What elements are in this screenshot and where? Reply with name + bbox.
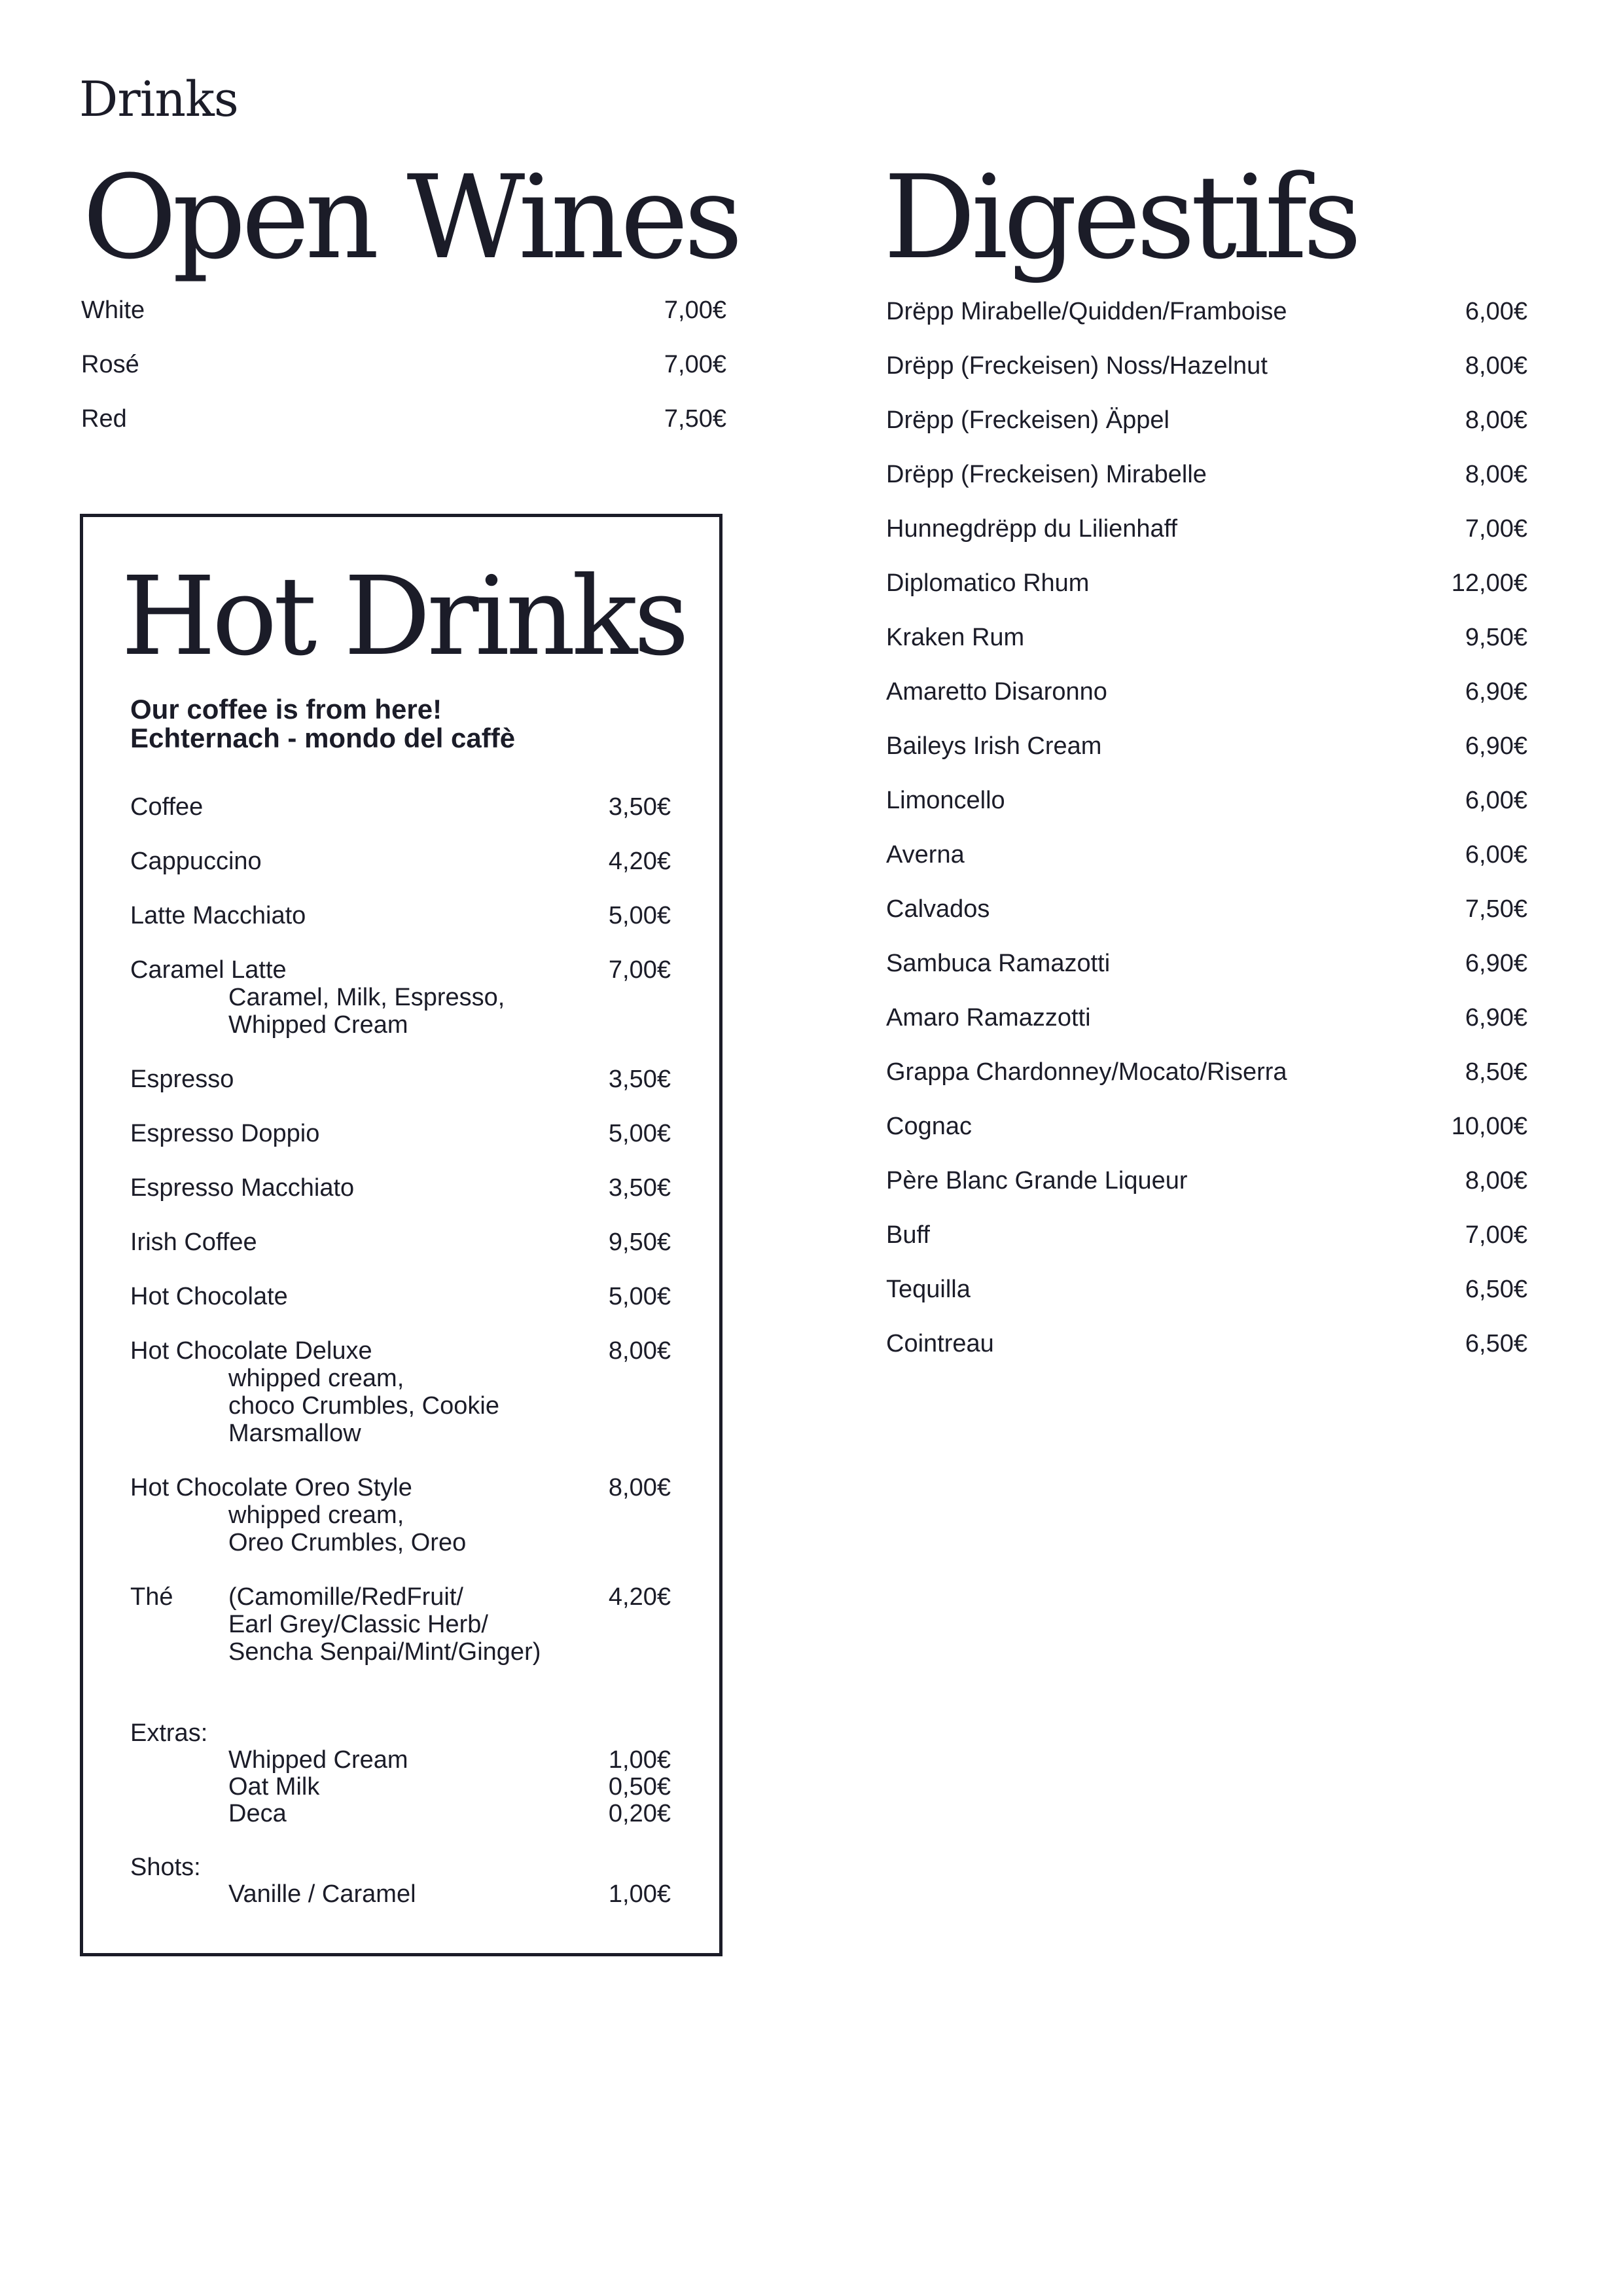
- item-name: Oat Milk: [228, 1773, 320, 1801]
- item-name: Hunnegdrëpp du Lilienhaff: [886, 515, 1178, 543]
- item-price: 8,00€: [608, 1337, 671, 1365]
- item-price: 6,50€: [1465, 1276, 1527, 1303]
- item-price: 6,90€: [1465, 678, 1527, 706]
- item-price: 7,00€: [1465, 515, 1527, 543]
- item-price: 7,00€: [1465, 1221, 1527, 1249]
- item-description: Caramel, Milk, Espresso,: [228, 984, 505, 1011]
- digestif-row: [886, 842, 1527, 897]
- digestif-row: [886, 1114, 1527, 1168]
- item-price: 6,00€: [1465, 298, 1527, 325]
- digestif-row: [886, 1277, 1527, 1331]
- item-price: 6,00€: [1465, 787, 1527, 814]
- digestif-row: [886, 1168, 1527, 1223]
- hot-drink-main: [130, 1337, 671, 1365]
- item-price: 7,00€: [664, 296, 726, 324]
- item-price: 12,00€: [1451, 569, 1527, 597]
- item-description: whipped cream,: [228, 1365, 404, 1392]
- hot-drink-row: [130, 1337, 671, 1447]
- the-row: [130, 1583, 671, 1666]
- item-name: Drëpp (Freckeisen) Mirabelle: [886, 461, 1207, 488]
- hot-drink-main: [130, 1120, 671, 1147]
- hot-drink-row: [130, 1474, 671, 1556]
- item-name: Deca: [228, 1800, 287, 1827]
- item-name: Calvados: [886, 895, 990, 923]
- item-name: Vanille / Caramel: [228, 1880, 416, 1908]
- addon-row: [130, 1774, 671, 1801]
- digestif-row: [886, 516, 1527, 571]
- hot-drink-row: [130, 848, 671, 875]
- item-price: 8,00€: [1465, 406, 1527, 434]
- item-price: 1,00€: [608, 1746, 671, 1774]
- item-description: whipped cream,: [228, 1501, 404, 1529]
- item-price: 5,00€: [608, 902, 671, 929]
- item-price: 8,50€: [1465, 1058, 1527, 1086]
- hot-drink-row: [130, 1283, 671, 1310]
- item-name: Espresso Macchiato: [130, 1174, 355, 1202]
- item-price: 3,50€: [608, 1066, 671, 1093]
- tagline-line: Our coffee is from here!: [130, 694, 442, 725]
- item-name: Grappa Chardonney/Mocato/Riserra: [886, 1058, 1287, 1086]
- wine-row: [81, 406, 726, 461]
- tagline-line: Echternach - mondo del caffè: [130, 723, 516, 753]
- item-name: Kraken Rum: [886, 624, 1025, 651]
- digestif-row: [886, 625, 1527, 679]
- item-price: 10,00€: [1451, 1113, 1527, 1140]
- item-price: 1,00€: [608, 1880, 671, 1908]
- item-price: 8,00€: [608, 1474, 671, 1501]
- description-line: Sencha Senpai/Mint/Ginger): [228, 1638, 541, 1666]
- coffee-tagline: [130, 695, 515, 753]
- addon-row: [130, 1747, 671, 1774]
- item-price: 7,00€: [664, 351, 726, 378]
- item-name: Diplomatico Rhum: [886, 569, 1090, 597]
- item-description: [228, 1583, 609, 1666]
- item-name: Tequilla: [886, 1276, 971, 1303]
- item-price: 8,00€: [1465, 461, 1527, 488]
- digestif-row: [886, 299, 1527, 353]
- description-line: Earl Grey/Classic Herb/: [228, 1611, 488, 1638]
- description-line: (Camomille/RedFruit/: [228, 1583, 463, 1611]
- item-name: Red: [81, 405, 127, 433]
- item-name: Sambuca Ramazotti: [886, 950, 1111, 977]
- item-name: Hot Chocolate: [130, 1283, 288, 1310]
- item-price: 5,00€: [608, 1283, 671, 1310]
- item-price: 6,90€: [1465, 1004, 1527, 1031]
- item-price: 7,00€: [608, 956, 671, 984]
- item-price: 7,50€: [664, 405, 726, 433]
- item-name: Cognac: [886, 1113, 972, 1140]
- item-name: Cointreau: [886, 1330, 994, 1357]
- digestif-row: [886, 1005, 1527, 1060]
- item-name: Cappuccino: [130, 848, 262, 875]
- digestif-row: [886, 408, 1527, 462]
- digestif-row: [886, 679, 1527, 734]
- item-price: 6,00€: [1465, 841, 1527, 869]
- item-name: Drëpp (Freckeisen) Äppel: [886, 406, 1169, 434]
- shots-list: [130, 1881, 671, 1908]
- item-name: Limoncello: [886, 787, 1005, 814]
- item-name: Irish Coffee: [130, 1229, 257, 1256]
- hot-drink-row: [130, 956, 671, 1039]
- item-name: Hot Chocolate Deluxe: [130, 1337, 372, 1365]
- digestifs-title: Digestifs: [883, 151, 1358, 285]
- digestifs-list: [886, 299, 1527, 1386]
- extras-label: Extras:: [130, 1719, 208, 1747]
- item-name: Amaro Ramazzotti: [886, 1004, 1091, 1031]
- item-price: 3,50€: [608, 1174, 671, 1202]
- hot-drink-main: [130, 1174, 671, 1202]
- item-price: 0,20€: [608, 1800, 671, 1827]
- item-price: 7,50€: [1465, 895, 1527, 923]
- item-name: Buff: [886, 1221, 930, 1249]
- digestif-row: [886, 734, 1527, 788]
- item-price: 8,00€: [1465, 352, 1527, 380]
- hot-drink-row: [130, 1174, 671, 1202]
- item-price: 8,00€: [1465, 1167, 1527, 1194]
- open-wines-list: [81, 298, 726, 461]
- item-description: Whipped Cream: [228, 1011, 408, 1039]
- digestif-row: [886, 1223, 1527, 1277]
- item-name: Drëpp (Freckeisen) Noss/Hazelnut: [886, 352, 1268, 380]
- hot-drink-row: [130, 1229, 671, 1256]
- digestif-row: [886, 1331, 1527, 1386]
- item-description: choco Crumbles, Cookie: [228, 1392, 499, 1420]
- hot-drink-main: [130, 902, 671, 929]
- item-name: Averna: [886, 841, 965, 869]
- item-price: 6,90€: [1465, 732, 1527, 760]
- shots-section: [130, 1854, 671, 1908]
- item-name: Hot Chocolate Oreo Style: [130, 1474, 412, 1501]
- digestif-row: [886, 462, 1527, 516]
- item-price: 6,90€: [1465, 950, 1527, 977]
- digestif-row: [886, 571, 1527, 625]
- item-name: Latte Macchiato: [130, 902, 306, 929]
- item-price: 3,50€: [608, 793, 671, 821]
- wine-row: [81, 352, 726, 406]
- item-price: 6,50€: [1465, 1330, 1527, 1357]
- hot-drink-main: [130, 1066, 671, 1093]
- digestif-row: [886, 897, 1527, 951]
- item-name: Caramel Latte: [130, 956, 287, 984]
- item-name: White: [81, 296, 145, 324]
- item-name: Rosé: [81, 351, 139, 378]
- item-description: Marsmallow: [228, 1420, 361, 1447]
- hot-drink-row: [130, 902, 671, 929]
- item-name: Coffee: [130, 793, 204, 821]
- item-name: Whipped Cream: [228, 1746, 408, 1774]
- page-label: Drinks: [79, 71, 238, 128]
- digestif-row: [886, 788, 1527, 842]
- hot-drink-row: [130, 793, 671, 821]
- digestif-row: [886, 353, 1527, 408]
- item-name: Amaretto Disaronno: [886, 678, 1107, 706]
- item-price: 9,50€: [608, 1229, 671, 1256]
- hot-drink-main: [130, 848, 671, 875]
- hot-drink-main: [130, 793, 671, 821]
- item-name: Père Blanc Grande Liqueur: [886, 1167, 1188, 1194]
- hot-drinks-box: [80, 514, 722, 1956]
- item-name: Espresso Doppio: [130, 1120, 320, 1147]
- item-name: Espresso: [130, 1066, 234, 1093]
- item-price: 4,20€: [608, 1583, 671, 1611]
- addon-row: [130, 1881, 671, 1908]
- item-description: Oreo Crumbles, Oreo: [228, 1529, 467, 1556]
- item-price: 4,20€: [608, 848, 671, 875]
- hot-drink-main: [130, 1283, 671, 1310]
- hot-drinks-title: Hot Drinks: [121, 554, 686, 680]
- item-name: Drëpp Mirabelle/Quidden/Framboise: [886, 298, 1287, 325]
- item-price: 0,50€: [608, 1773, 671, 1801]
- hot-drink-row: [130, 1066, 671, 1093]
- addon-row: [130, 1801, 671, 1827]
- item-name: Thé: [130, 1583, 173, 1611]
- item-price: 5,00€: [608, 1120, 671, 1147]
- hot-drink-row: [130, 1120, 671, 1147]
- item-name: Baileys Irish Cream: [886, 732, 1102, 760]
- shots-label: Shots:: [130, 1854, 201, 1881]
- hot-drink-main: [130, 956, 671, 984]
- open-wines-title: Open Wines: [82, 151, 739, 285]
- item-price: 9,50€: [1465, 624, 1527, 651]
- extras-section: [130, 1720, 671, 1827]
- hot-drink-main: [130, 1474, 671, 1501]
- wine-row: [81, 298, 726, 352]
- digestif-row: [886, 1060, 1527, 1114]
- extras-list: [130, 1747, 671, 1827]
- hot-drink-main: [130, 1229, 671, 1256]
- hot-drinks-list: [130, 793, 671, 1666]
- digestif-row: [886, 951, 1527, 1005]
